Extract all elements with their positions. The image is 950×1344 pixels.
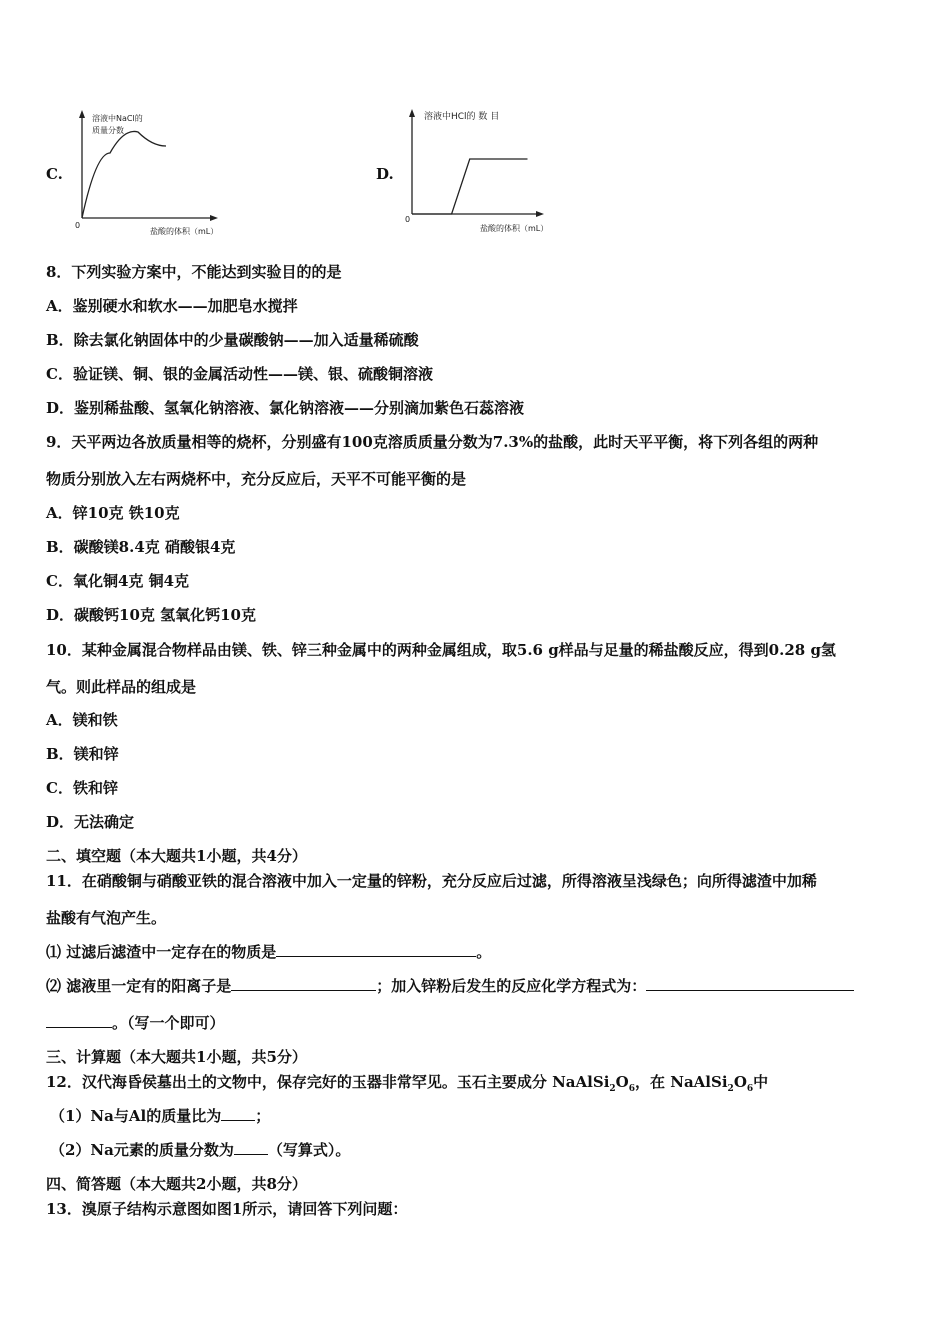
q8-option-a: A．鉴别硬水和软水——加肥皂水搅拌 <box>46 297 298 315</box>
q11-part-2-prompt: ⑵ 滤液里一定有的阳离子是 <box>46 977 232 995</box>
q11-part-1-blank[interactable] <box>276 942 476 957</box>
q12-sub-2a: 2 <box>609 1084 616 1094</box>
q11-part-2-cation-blank[interactable] <box>231 976 376 991</box>
chart-c-ylabel-2: 质量分数 <box>92 126 124 135</box>
chart-d-origin: 0 <box>405 215 411 224</box>
chart-c-ylabel-1: 溶液中NaCl的 <box>92 114 143 123</box>
q10-stem-2: 气。则此样品的组成是 <box>46 678 197 696</box>
option-c-label: C. <box>46 165 63 183</box>
q9-option-d: D．碳酸钙10克 氢氧化钙10克 <box>46 606 256 624</box>
q11-part-2-equation-blank-b[interactable] <box>46 1013 112 1028</box>
q12-part-2 <box>50 1140 350 1160</box>
q12-sub-6b: 6 <box>746 1084 754 1094</box>
q8-option-d: D．鉴别稀盐酸、氢氧化钠溶液、氯化钠溶液——分别滴加紫色石蕊溶液 <box>46 399 525 417</box>
q11-part-2-end: 。（写一个即可） <box>112 1014 225 1032</box>
q8-stem: 8．下列实验方案中，不能达到实验目的的是 <box>46 263 342 281</box>
chart-c-y-arrow <box>79 110 85 118</box>
chart-c-origin: 0 <box>75 221 81 230</box>
q12-part-2-blank[interactable] <box>234 1140 268 1155</box>
chart-d <box>398 105 568 238</box>
q12-part-2-prompt: （2）Na元素的质量分数为 <box>50 1141 234 1159</box>
chart-c-xlabel: 盐酸的体积（mL） <box>150 227 219 236</box>
section-4-heading: 四、简答题（本大题共2小题，共8分） <box>46 1175 307 1193</box>
q11-part-2-cont <box>46 1013 225 1033</box>
q12-stem <box>46 1072 768 1099</box>
q12-part-2-end: （写算式）。 <box>267 1141 351 1159</box>
q12-stem-pre: 12．汉代海昏侯墓出土的文物中，保存完好的玉器非常罕见。玉石主要成分 NaAlSi <box>46 1073 610 1091</box>
section-3-heading: 三、计算题（本大题共1小题，共5分） <box>46 1048 307 1066</box>
q12-sub-6a: 6 <box>628 1084 636 1094</box>
chart-d-y-arrow <box>409 109 415 117</box>
q8-option-c: C．验证镁、铜、银的金属活动性——镁、银、硫酸铜溶液 <box>46 365 433 383</box>
chart-d-xlabel: 盐酸的体积（mL） <box>480 224 549 233</box>
q11-part-2 <box>46 976 854 996</box>
q11-part-2-mid: ；加入锌粉后发生的反应化学方程式为： <box>376 977 647 995</box>
q12-o-b: O <box>733 1073 747 1091</box>
q12-o-a: O <box>615 1073 629 1091</box>
q12-part-1-end: ； <box>255 1107 271 1125</box>
q9-option-c: C．氧化铜4克 铜4克 <box>46 572 190 590</box>
q9-stem-2: 物质分别放入左右两烧杯中，充分反应后，天平不可能平衡的是 <box>46 470 467 488</box>
q11-stem-1: 11．在硝酸铜与硝酸亚铁的混合溶液中加入一定量的锌粉，充分反应后过滤，所得溶液呈浅绿色；向所得滤渣中加稀 <box>46 872 817 890</box>
q11-stem-2: 盐酸有气泡产生。 <box>46 909 167 927</box>
q10-option-c: C．铁和锌 <box>46 779 118 797</box>
q12-stem-post: 中 <box>753 1073 769 1091</box>
option-d-label: D. <box>376 165 394 183</box>
q10-option-a: A．镁和铁 <box>46 711 118 729</box>
q9-option-b: B．碳酸镁8.4克 硝酸银4克 <box>46 538 236 556</box>
chart-d-series-line <box>412 159 528 214</box>
chart-d-ylabel: 溶液中HCl的 数 目 <box>424 112 500 122</box>
chart-c-series-line <box>82 131 166 218</box>
chart-c <box>64 108 234 238</box>
q11-part-1-prompt: ⑴ 过滤后滤渣中一定存在的物质是 <box>46 943 277 961</box>
q11-part-2-equation-blank-a[interactable] <box>646 976 854 991</box>
q11-part-1 <box>46 942 491 962</box>
q13-stem: 13．溴原子结构示意图如图1所示，请回答下列问题： <box>46 1200 408 1218</box>
q12-part-1-blank[interactable] <box>221 1106 255 1121</box>
chart-d-x-arrow <box>536 211 544 217</box>
chart-c-x-arrow <box>210 215 218 221</box>
q12-part-1 <box>50 1106 270 1126</box>
q8-option-b: B．除去氯化钠固体中的少量碳酸钠——加入适量稀硫酸 <box>46 331 419 349</box>
q11-part-1-end: 。 <box>476 943 492 961</box>
q9-stem-1: 9．天平两边各放质量相等的烧杯，分别盛有100克溶质质量分数为7.3%的盐酸，此时天平平衡，将下列各组的两种 <box>46 433 819 451</box>
section-2-heading: 二、填空题（本大题共1小题，共4分） <box>46 847 307 865</box>
q12-part-1-prompt: （1）Na与Al的质量比为 <box>50 1107 222 1125</box>
q10-stem-1: 10．某种金属混合物样品由镁、铁、锌三种金属中的两种金属组成，取5.6 g样品与足量的稀盐酸反应，得到0.28 g氢 <box>46 641 836 659</box>
q12-sub-2b: 2 <box>727 1084 734 1094</box>
q9-option-a: A．锌10克 铁10克 <box>46 504 180 522</box>
q12-stem-mid: ，在 NaAlSi <box>635 1073 728 1091</box>
q10-option-b: B．镁和锌 <box>46 745 119 763</box>
q10-option-d: D．无法确定 <box>46 813 135 831</box>
